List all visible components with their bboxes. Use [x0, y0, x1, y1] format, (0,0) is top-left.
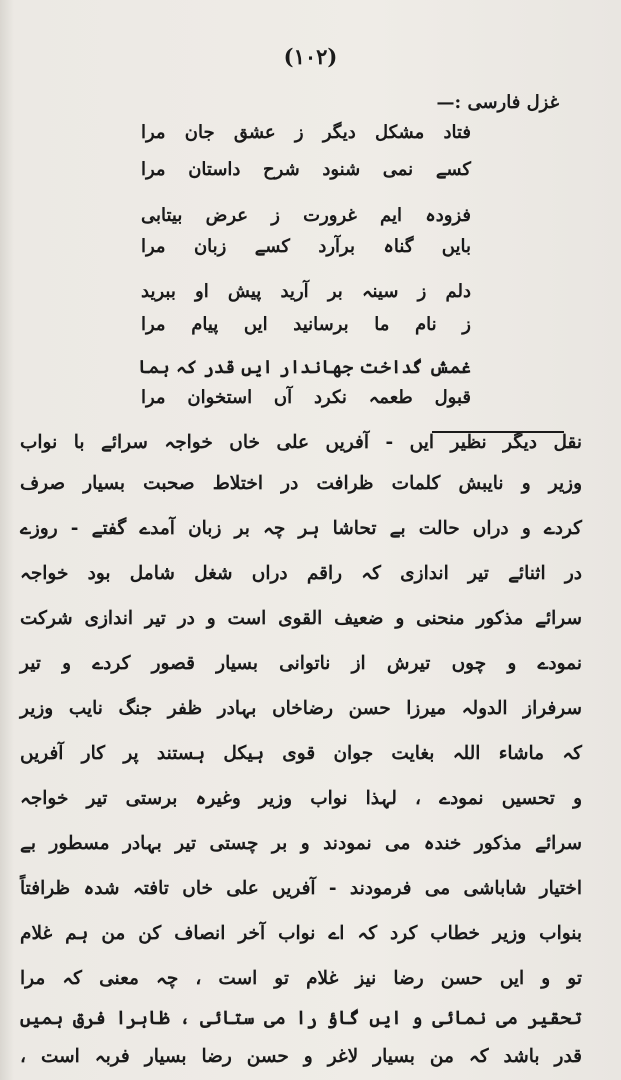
section-heading: غزل فارسی :—	[436, 92, 559, 113]
prose-line: وزیر و نایبش کلمات ظرافت در اختلاط صحبت بسیار صرف	[20, 473, 582, 494]
prose-line: سرفراز الدولہ میرزا حسن رضاخاں بہادر ظفر جنگ نایب وزیر	[20, 698, 582, 719]
prose-line: تو و ایں حسن رضا نیز غلام تو است ، چہ معنی کہ مرا	[20, 968, 582, 989]
prose-line: و تحسیں نمودے ، لہذا نواب وزیر وغیرہ برستی تیر خواجہ	[20, 788, 582, 809]
prose-line: بنواب وزیر خطاب کرد کہ اے نواب آخر انصاف کن من ہم غلام	[20, 923, 582, 944]
prose-line: نقل دیگر نظیر ایں - آفریں علی خاں خواجہ سرائے با نواب	[20, 432, 582, 453]
prose-line: قدر باشد کہ من بسیار لاغر و حسن رضا بسیار فربہ است ،	[20, 1046, 582, 1067]
prose-line: نمودے و چوں تیرش از ناتوانی بسیار قصور کردے و تیر	[20, 653, 582, 674]
prose-line: سرائے مذکور منحنی و ضعیف القوی است و در تیر اندازی شرکت	[20, 608, 582, 629]
page-number: (۱۰۲)	[283, 44, 338, 69]
prose-line: تحقیر می نمائی و ایں گاؤ را می ستائی ، ظاہرا فرق ہمیں	[20, 1008, 582, 1029]
prose-line: کردے و دراں حالت بے تحاشا ہر چہ بر زبان آمدے گفتے - روزے	[20, 518, 582, 539]
prose-line: سرائے مذکور خندہ می نمودند و بر چستی تیر بہادر مسطور بے	[20, 833, 582, 854]
verse-line: غمش گداخت جهاندار ایں قدر کہ ہما	[138, 357, 471, 378]
verse-line: ز نام ما برسانید ایں پیام مرا	[141, 314, 471, 335]
verse-line: کسے نمی شنود شرح داستان مرا	[141, 159, 471, 180]
verse-line: بایں گناہ برآرد کسے زبان مرا	[141, 236, 471, 257]
prose-line: در اثنائے تیر اندازی کہ راقم دراں شغل شامل بود خواجہ	[20, 563, 582, 584]
verse-line: قبول طعمہ نکرد آں استخوان مرا	[141, 387, 471, 408]
verse-line: فزودہ ایم غرورت ز عرض بیتابی	[141, 205, 471, 226]
verse-line: فتاد مشکل دیگر ز عشق جان مرا	[141, 122, 471, 143]
verse-line: دلم ز سینہ بر آرید پیش او ببرید	[141, 281, 471, 302]
prose-line: اختیار شاباشی می فرمودند - آفریں علی خاں تافتہ شدہ ظرافتاً	[20, 878, 582, 899]
prose-line: کہ ماشاء اللہ بغایت جوان قوی ہیکل ہستند پر کار آفریں	[20, 743, 582, 764]
